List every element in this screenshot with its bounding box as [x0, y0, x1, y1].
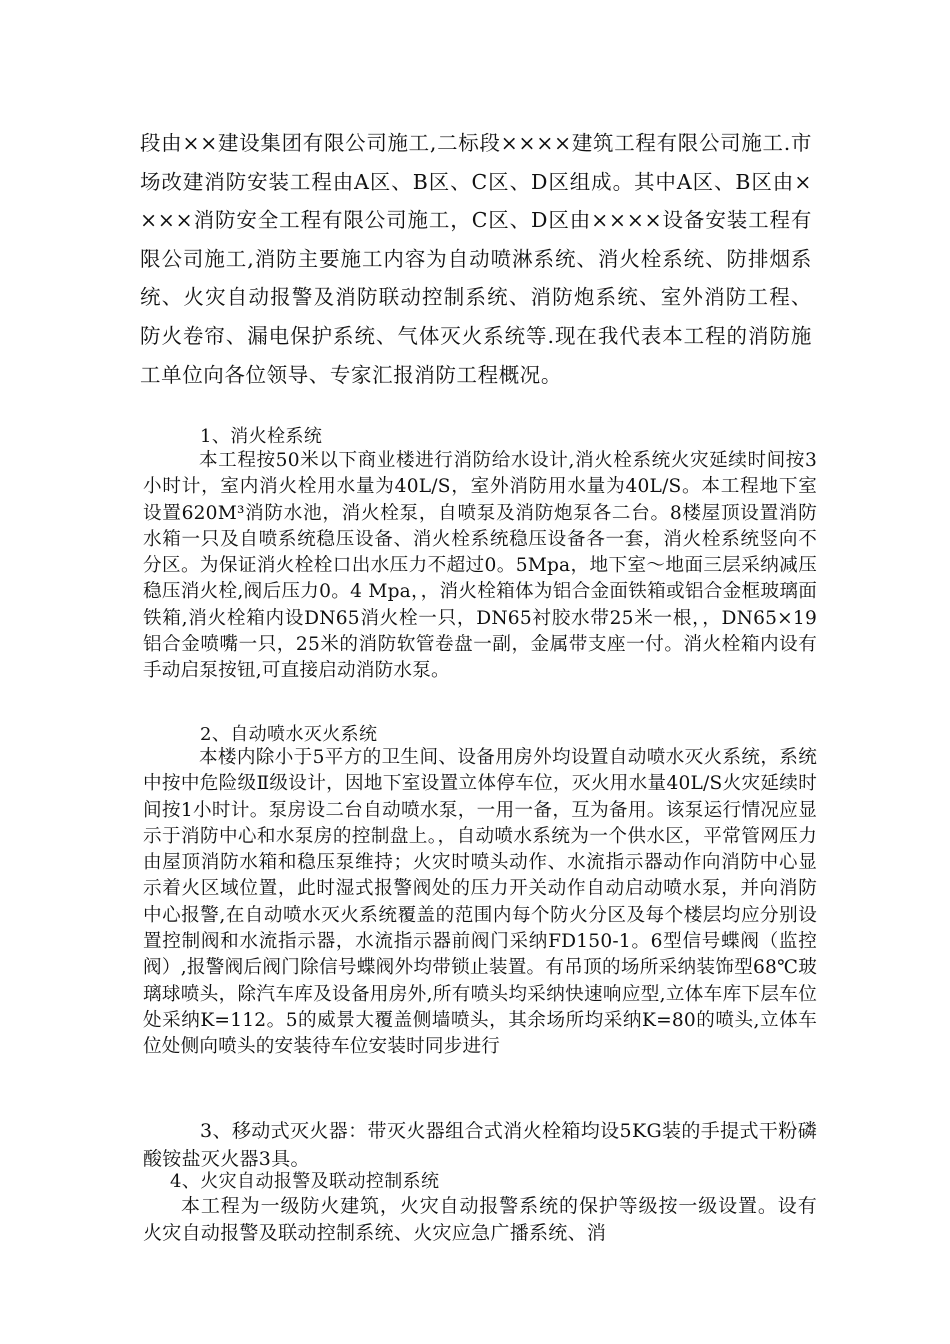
- section-body-sprinkler-system: 本楼内除小于5平方的卫生间、设备用房外均设置自动喷水灭火系统，系统中按中危险级Ⅱ级设计，因地下室设置立体停车位，灭火用水量40L/S火灾延续时间按1小时计。泵房设二台自动喷水泵，一用一备，互为备用。该泵运行情况应显示于消防中心和水泵房的控制盘上。，自动喷水系统为一个供水区，平常管网压力由屋顶消防水箱和稳压泵维持；火灾时喷头动作、水流指示器动作向消防中心显示着火区域位置，此时湿式报警阀处的压力开关动作自动启动喷水泵，并向消防中心报警,在自动喷水灭火系统覆盖的范围内每个防火分区及每个楼层均应分别设置控制阀和水流指示器，水流指示器前阀门采纳FD150-1。6型信号蝶阀（监控阀）,报警阀后阀门除信号蝶阀外均带锁止装置。有吊顶的场所采纳装饰型68℃玻璃球喷头，除汽车库及设备用房外,所有喷头均采纳快速响应型,立体车库下层车位处采纳K=112。5的威景大覆盖侧墙喷头，其余场所均采纳K=80的喷头,立体车位处侧向喷头的安装待车位安装时同步进行: [143, 747, 817, 1058]
- section-heading-fire-alarm-system: 4、火灾自动报警及联动控制系统: [170, 1171, 440, 1192]
- section-heading-hydrant-system: 1、消火栓系统: [200, 426, 323, 447]
- section-body-portable-extinguishers: 3、移动式灭火器：带灭火器组合式消火栓箱均设5KG装的手提式干粉磷酸铵盐灭火器3具。: [143, 1120, 817, 1170]
- section-heading-sprinkler-system: 2、自动喷水灭火系统: [200, 724, 378, 745]
- intro-paragraph: 段由××建设集团有限公司施工,二标段××××建筑工程有限公司施工.市场改建消防安装工程由A区、B区、C区、D区组成。其中A区、B区由××××消防安全工程有限公司施工，C区、D区由××××设备安装工程有限公司施工,消防主要施工内容为自动喷淋系统、消火栓系统、防排烟系统、火灾自动报警及消防联动控制系统、消防炮系统、室外消防工程、防火卷帘、漏电保护系统、气体灭火系统等.现在我代表本工程的消防施工单位向各位领导、专家汇报消防工程概况。: [140, 131, 812, 387]
- section-body-hydrant-system: 本工程按50米以下商业楼进行消防给水设计,消火栓系统火灾延续时间按3小时计，室内消火栓用水量为40L/S，室外消防用水量为40L/S。本工程地下室设置620M³消防水池，消火栓泵，自喷泵及消防炮泵各二台。8楼屋顶设置消防水箱一只及自喷系统稳压设备、消火栓系统稳压设备各一套，消火栓系统竖向不分区。为保证消火栓栓口出水压力不超过0。5Mpa，地下室～地面三层采纳减压稳压消火栓,阀后压力0。4 Mpa，，消火栓箱体为铝合金面铁箱或铝合金框玻璃面铁箱,消火栓箱内设DN65消火栓一只，DN65衬胶水带25米一根，，DN65×19铝合金喷嘴一只，25米的消防软管卷盘一副，金属带支座一付。消火栓箱内设有手动启泵按钮,可直接启动消防水泵。: [143, 450, 817, 682]
- section-body-fire-alarm-system: 本工程为一级防火建筑，火灾自动报警系统的保护等级按一级设置。设有火灾自动报警及联动控制系统、火灾应急广播系统、消: [143, 1195, 817, 1244]
